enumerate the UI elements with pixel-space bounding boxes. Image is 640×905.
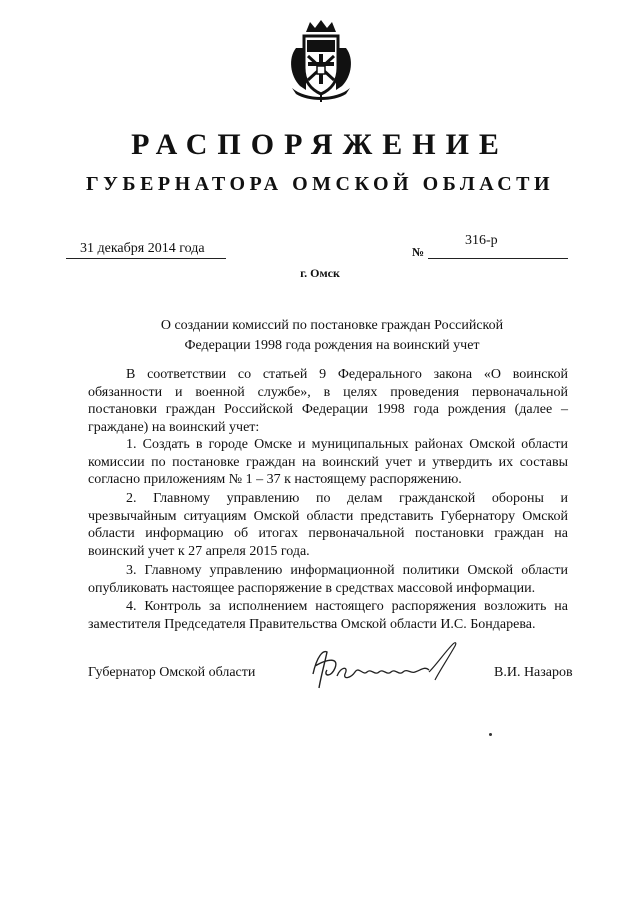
- number-sign: №: [412, 245, 425, 259]
- order-subject: [140, 316, 524, 356]
- clause-1-paragraph: 1. Создать в городе Омске и муниципальных районах Омской области комиссии по постановке граждан на воинский учет и утвердить их составы согласно приложениям № 1 – 37 к настоящему распоряжению.: [88, 437, 568, 488]
- preamble-paragraph: В соответствии со статьей 9 Федерального закона «О воинской обязанности и военной службе», в целях проведения первоначальной постановки граждан Российской Федерации 1998 года рождения (далее – граждане) на воинский учет:: [88, 367, 568, 435]
- coat-of-arms-icon: [286, 18, 356, 102]
- document-subtitle: ГУБЕРНАТОРА ОМСКОЙ ОБЛАСТИ: [85, 173, 555, 195]
- signatory-position: Губернатор Омской области: [88, 665, 256, 680]
- handwritten-signature-icon: [305, 636, 465, 692]
- document-title: РАСПОРЯЖЕНИЕ: [131, 128, 509, 161]
- clause-2-paragraph: 2. Главному управлению по делам гражданской обороны и чрезвычайным ситуациям Омской области представить Губернатору Омской области информацию об итогах первоначальной постановки граждан на воинский учет к 27 апреля 2015 года.: [88, 491, 568, 559]
- signatory-name: В.И. Назаров: [494, 665, 573, 680]
- scan-speck: [489, 733, 492, 736]
- city: г. Омск: [300, 266, 340, 280]
- document-number: 316-р: [465, 233, 498, 248]
- date-underline: [66, 258, 226, 259]
- number-underline: [428, 258, 568, 259]
- document-date: 31 декабря 2014 года: [80, 241, 205, 256]
- clause-4-paragraph: 4. Контроль за исполнением настоящего распоряжения возложить на заместителя Председателя Правительства Омской области И.С. Бондарева.: [88, 599, 568, 632]
- order-subject-line: О создании комиссий по постановке граждан Российской: [160, 318, 504, 333]
- order-subject-line: Федерации 1998 года рождения на воинский учет: [184, 338, 480, 353]
- clause-3-paragraph: 3. Главному управлению информационной политики Омской области опубликовать настоящее распоряжение в средствах массовой информации.: [88, 563, 568, 596]
